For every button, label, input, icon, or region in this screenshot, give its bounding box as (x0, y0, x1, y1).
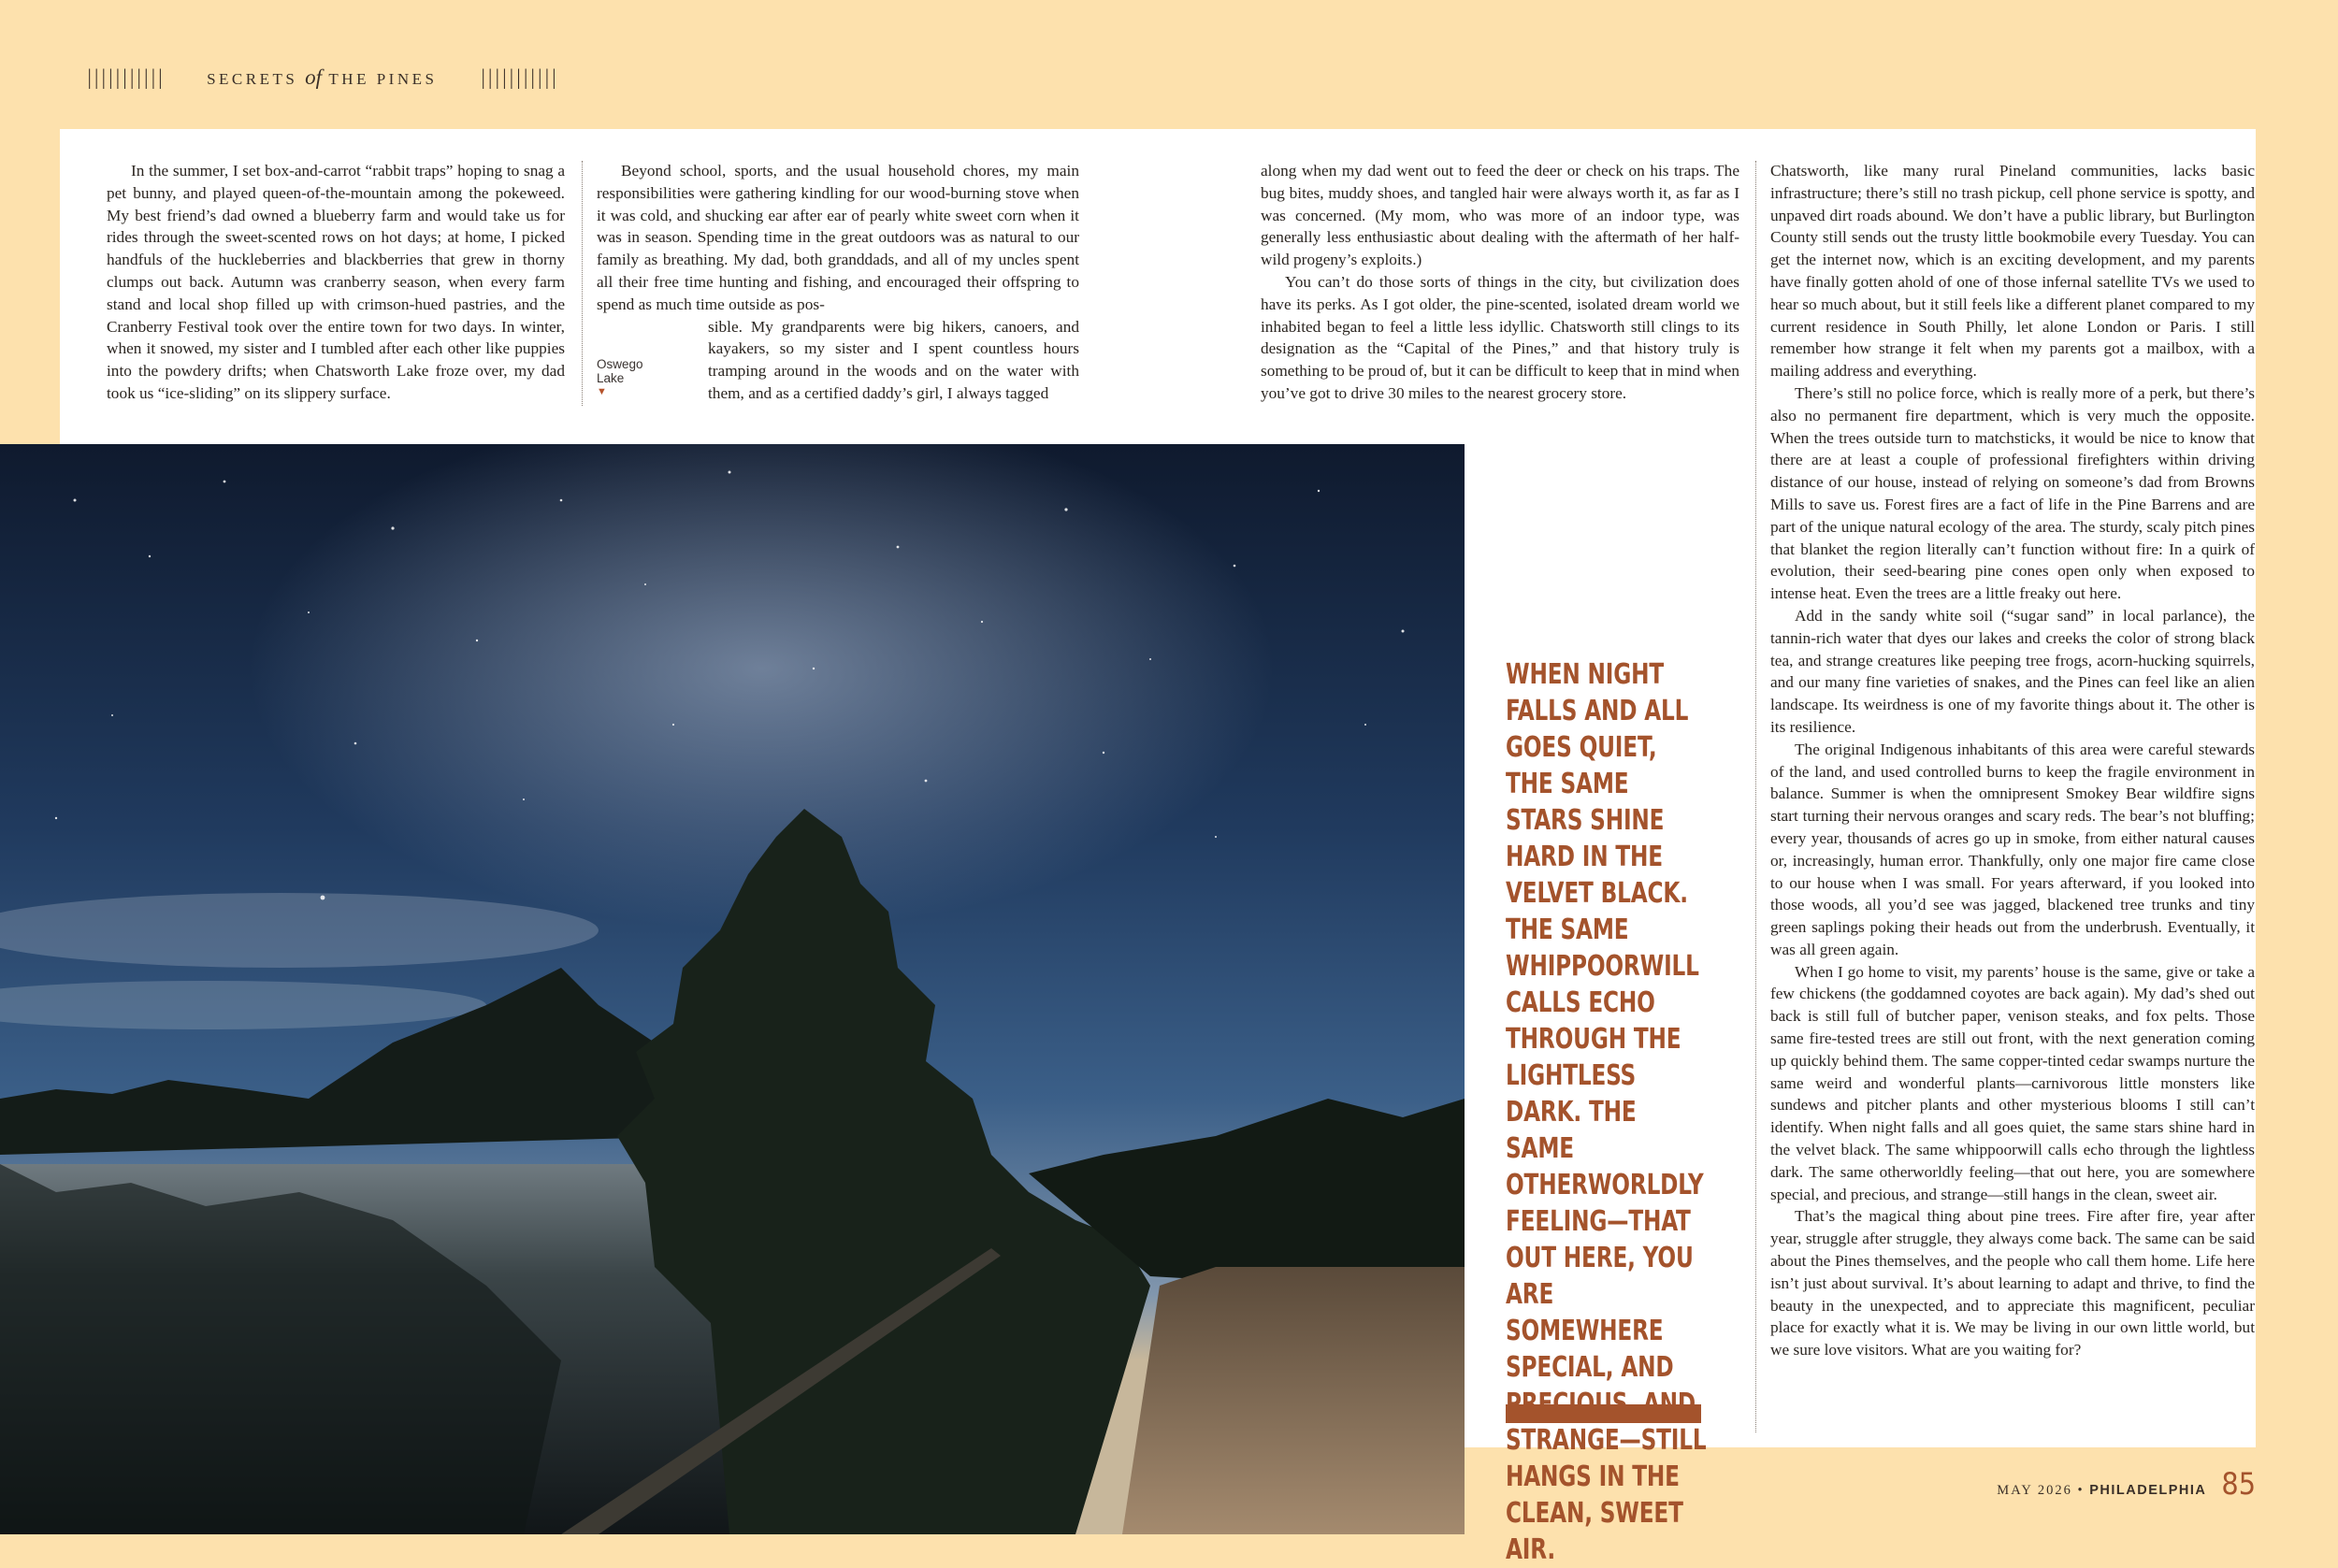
page-number: 85 (2221, 1466, 2256, 1502)
page-footer (1997, 1466, 2256, 1502)
column-rule (582, 161, 583, 406)
paragraph: When I go home to visit, my parents’ house is the same, give or take a few chickens (the goddamned coyotes are back again). My dad’s shed out back is still full of butcher paper, venison steaks, and fox pelts. Those same fire-tested trees are still out front, with the next generation coming up quickly behind them. The same copper-tinted cedar swamps nurture the same weird and wonderful plants—carnivorous little monsters like sundews and pitcher plants and other mysterious blooms I still can’t identify. When night falls and all goes quiet, the same stars shine hard in the velvet black. The same whippoorwill calls echo through the lightless dark. The same otherworldly feeling—that out here, you are somewhere special, and precious, and strange—still hangs in the clean, sweet air. (1770, 962, 2255, 1203)
text-column-3 (1261, 160, 1739, 405)
pull-quote: WHEN NIGHT FALLS AND ALL GOES QUIET, THE SAME STARS SHINE HARD IN THE VELVET BLACK. THE SAME WHIPPOORWILL CALLS ECHO THROUGH THE LIGHTLESS DARK. THE SAME OTHERWORLDLY FEELING—THAT OUT HERE, YOU ARE SOMEWHERE SPECIAL, AND STRANGE—STILL HANGS IN THE CLEAN, SWEET AIR. (1506, 658, 1707, 1566)
section-title: SECRETS of THE PINES (207, 65, 438, 89)
paragraph: Beyond school, sports, and the usual household chores, my main responsibilities were gathering kindling for our wood-burning stove when it was cold, and shucking ear after ear of pearly white sweet corn when it was in season. Spending time in the great outdoors was as natural to our family as breathing. My dad, both granddads, and all of my uncles spent all their free time hunting and fishing, and encouraged their offspring to spend as much time outside as pos- (597, 162, 1079, 313)
paragraph: In the summer, I set box-and-carrot “rabbit traps” hoping to snag a pet bunny, and played queen-of-the-mountain among the pokeweed. My best friend’s dad owned a blueberry farm and would take us for rides through the sweet-scented rows on hot days; at home, I picked handfuls of the huckleberries and blackberries that grew in thorny clumps out back. Autumn was cranberry season, when every farm stand and local shop filled up with crimson-hued pastries, and the Cranberry Festival took over the entire town for two days. In winter, when it snowed, my sister and I tumbled after each other like puppies into the powdery drifts; when Chatsworth Lake froze over, my dad took us “ice-sliding” on its slippery surface. (107, 162, 565, 402)
header-bars-left: ||||||||||| (85, 66, 165, 89)
paragraph: Chatsworth, like many rural Pineland communities, lacks basic infrastructure; there’s still no trash pickup, cell phone service is spotty, and unpaved dirt roads abound. We don’t have a public library, but Burlington County still sends out the trusty little bookmobile every Tuesday. You can get the internet now, which is an exciting development, and my parents have finally gotten ahold of one of those infernal satellite TVs we used to hear so much about, but it still feels like a different planet compared to my current residence in South Philly, let alone London or Paris. I still remember how strange it felt when my parents got a mailbox, with a mailing address and everything. (1770, 162, 2255, 381)
pull-quote-bar (1506, 1404, 1701, 1423)
photo-caption: Oswego Lake ▼ (597, 357, 643, 397)
photo-illustration (0, 444, 1465, 1534)
paragraph: That’s the magical thing about pine trees. Fire after fire, year after year, struggle after struggle, they always come back. The same can be said about the Pines themselves, and the people who call them home. Life here isn’t just about survival. It’s about learning to adapt and thrive, to find the beauty in the unexpected, and to appreciate this magnificent, peculiar place for exactly what it is. We may be living in our own little world, but we sure love visitors. What are you waiting for? (1770, 1207, 2255, 1359)
paragraph: You can’t do those sorts of things in the city, but civilization does have its perks. As I got older, the pine-scented, isolated dream world we inhabited began to feel a little less idyllic. Chatsworth still clings to its designation as the “Capital of the Pines,” and that history truly is something to be proud of, but it can be difficult to keep that in mind when you’ve got to drive 30 miles to the nearest grocery store. (1261, 272, 1739, 402)
issue-info: MAY 2026 • PHILADELPHIA (1997, 1483, 2207, 1498)
paragraph: Add in the sandy white soil (“sugar sand” in local parlance), the tannin-rich water that dyes our lakes and creeks the color of strong black tea, and strange creatures like peeping tree frogs, acorn-hucking squirrels, and our many fine varieties of snakes, and the Pines can feel like an alien landscape. Its weirdness is one of my favorite things about it. The other is its resilience. (1770, 606, 2255, 736)
text-column-1 (107, 160, 565, 405)
text-column-2 (597, 160, 1079, 405)
caption-arrow-icon: ▼ (597, 386, 607, 397)
text-column-4 (1770, 160, 2255, 1361)
paragraph: The original Indigenous inhabitants of this area were careful stewards of the land, and used controlled burns to keep the fragile environment in balance. Summer is when the omnipresent Smokey Bear wildfire signs start turning their nervous oranges and scary reds. The bear’s not bluffing; every year, thousands of acres go up in smoke, from either natural causes or, increasingly, human error. Thankfully, only one major fire came close to our house when I was small. For years afterward, if you looked into those woods, all you’d see was jagged, blackened tree trunks and tiny green saplings poking their heads out from the underbrush. Eventually, it was all green again. (1770, 740, 2255, 958)
running-header (60, 64, 584, 92)
header-bars-right: ||||||||||| (480, 66, 558, 89)
column-rule (1755, 161, 1756, 1432)
paragraph: along when my dad went out to feed the deer or check on his traps. The bug bites, muddy shoes, and tangled hair were always worth it, as far as I was concerned. (My mom, who was more of an indoor type, was generally less enthusiastic about dealing with the aftermath of her half-wild progeny’s exploits.) (1261, 162, 1739, 269)
paragraph: There’s still no police force, which is really more of a perk, but there’s also no permanent fire department, which is very much the opposite. When the trees outside turn to matchsticks, it would be nice to know that there are at least a couple of professional firefighters within driving distance of our house, instead of relying on someone’s dad from Browns Mills to save us. Forest fires are a fact of life in the Pine Barrens and are part of the unique natural ecology of the area. The sturdy, scaly pitch pines that blanket the region literally can’t function without fire: In a quirk of evolution, their seed-bearing pine cones open only when exposed to intense heat. Even the trees are a little freaky out here. (1770, 383, 2255, 603)
night-sky-lake-photo (0, 444, 1465, 1534)
paragraph-continued: sible. My grandparents were big hikers, canoers, and kayakers, so my sister and I spent countless hours tramping around in the woods and on the water with them, and as a certified daddy’s girl, I always tagged (708, 317, 1079, 402)
